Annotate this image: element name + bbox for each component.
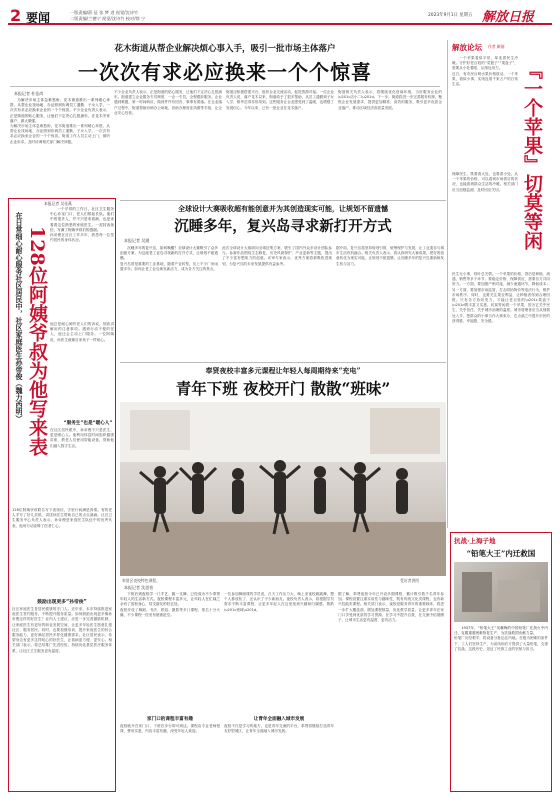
lead-body-col-3: 街道还积极搭建平台，组织企业交流活动，促进资源对接。一位企业负责人说，落户花木以来，街道给予了很多帮助，从员工通勤到子女入学，都考虑得非常周到。这些服务让企业感受到了温暖，也增强了发展信心。今年以来，已有一批企业在花木落户。 — [226, 90, 334, 110]
history-tag: 抗战·上海子地 — [454, 537, 496, 545]
column-body-text: 一个苹果看似平常，却连着民生冷暖。守护好老百姓的“菜篮子”“果盘子”，需要从小处着眼、从细处用力。 — [452, 56, 518, 71]
feature-subhead-2: 鼓励出现更多“孙帝俊” — [37, 600, 87, 605]
story3-body-col-2b: 夜校不仅是学习的地方，也是青年交流的平台。奉贤将继续打造青年友好型城区，让青年全面融入城市发展。 — [224, 724, 334, 734]
lead-rule — [10, 86, 440, 87]
lead-body-col-2: 不少企业负责人表示，正是街道的贴心服务，让他们下定决心扎根浦东。街道建立企业服务专员制度，一企一专员，全程跟踪服务。企业遇到难题，第一时间响应，做到件件有回音、事事有着落。在企业落户过程中，街道帮助协调办公场地，协助办理营业执照等手续，让企业安心经营。 — [114, 90, 222, 115]
photo-caption: 奉贤区夜校特色课程。 — [122, 578, 160, 583]
column-body-a — [452, 56, 518, 168]
story2-title: 沉睡多年，复兴岛寻求新打开方式 — [174, 218, 392, 235]
editors-line-2: 二版责编/兰德宁 视觉/沈诗竹 校对/徐 宁 — [70, 16, 146, 21]
editors-line-1: 一版责编/薛 征 张 梦 进 视觉/沈诗竹 — [70, 10, 139, 15]
story2-body-col-3: 据介绍，复兴岛将坚持规划引领，统筹保护与发展，让工业遗存与城市生活有机融合。相关负责人表示，将认真研究大赛成果，把好的创意转化为现实可能，让规划不留遗憾，让沉睡多年的复兴岛重新焕发生机与活力。 — [336, 246, 444, 266]
lead-title: 一次次有求必应换来一个个惊喜 — [78, 60, 372, 84]
story2-body-col-1 — [120, 246, 218, 358]
photo-credit: 受访者供图 — [400, 578, 419, 583]
history-body-text: 1937年，“铅笔大王”吴羹梅的中国铅笔厂在战火中内迁，克服重重困难恢复生产，为抗战救国贡献力量。 — [454, 626, 548, 636]
story2-kicker: 全球设计大赛吸收超有能创意并为其创造现实可能，让规划不留遗憾 — [178, 204, 388, 213]
filler-text: 复兴岛曾是重要的工业基地，随着产业转型，岛上不少厂房闲置多年。如何让老工业岛焕发新活力，成为各方关注的焦点。 — [120, 261, 218, 271]
feature-intro: 本报记者 吴佳燕 — [44, 201, 72, 206]
section-name: 要闻 — [26, 11, 51, 25]
story3-photo — [120, 402, 446, 576]
story3-body-col-3: 据了解，奉贤夜校今年已开设多期课程，累计吸引数千名青年参加。课程设置注重实用性与趣味性，既有传统文化类课程，也有新兴技能类课程。相关部门表示，夜校是服务青年的重要载体，将进一步扩大覆盖面，增加课程数量，优化教学质量，让更多青年在家门口享受到优质的学习资源，在学习中提升自我，在交流中拓展圈子，让城市生活更有温度、更有活力。 — [338, 592, 444, 623]
column-title: 『一个苹果』切莫等闲 — [521, 60, 543, 250]
story3-body-col-2: 一位参加舞蹈课的学员说，白天工作压力大，晚上来夜校跳跳舞，整个人都放松了，还认识了不少新朋友。夜校负责人表示，将根据学员需求不断丰富课程，让更多年轻人在这里找到兴趣和归属感，散散\u201c班味\u201d。 — [224, 592, 334, 612]
dance-class-photo — [120, 402, 446, 576]
story3-body-col-1b: 夜校就开在家门口，下班后步行即可到达。课程由专业老师授课，费用实惠，内容丰富有趣，深受年轻人欢迎。 — [120, 724, 220, 734]
filler-text: 孙帝俊在社区工作多年，熟悉每一位签约居民的身体状况。 — [50, 233, 114, 243]
history-photo — [454, 562, 548, 622]
feature-body-e: 社区家庭医生是居民健康的守门人。近年来，本市持续推进家庭医生签约服务，不断提升服务质量。如何鼓励出现更多像孙帝俊这样的好医生？业内人士建议，应进一步完善激励机制，让家庭医生有更好的职业发展空间，让更多年轻医生愿意扎根社区、服务居民。同时，也要加强培训，提升家庭医生的综合服务能力，更好满足居民多样化健康需求。社区居民表示，希望身边有更多这样贴心的好医生，让看病更方便、更安心。相关部门表示，将总结推广先进经验，持续优化基层医疗服务体系，让社区卫生服务更有温度。 — [12, 607, 112, 653]
story3-top-rule — [120, 362, 446, 363]
history-photo-graphic — [454, 562, 548, 622]
feature-body-d: 128位阿姨爷叔联名写下表扬信，字里行间满是真情。有的老人手写了好几页纸，讲述孙医生帮助自己的点点滴滴。社区卫生服务中心负责人表示，孙帝俊是家庭医生队伍中的优秀代表，他用行动诠释了医者仁心。 — [12, 508, 112, 528]
history-body — [454, 626, 548, 788]
filler-text: 近日，有市民反映水果价格波动。一个苹果，看似小事，实则连着千家万户的日常生活。 — [452, 71, 518, 87]
column-name: 解放论坛 — [452, 43, 482, 52]
story3-byline: 本报记者 沈思怡 — [124, 585, 154, 590]
header-rule — [8, 23, 552, 25]
lead-body-text: 为解决市场主体急难愁盼，花木街道推出一系列暖心举措，从帮企业找场地、办证照到协调员工通勤、子女入学，一次次有求必应换来企业的一个个惊喜。不少企业负责人表示，正是街道的贴心服务，让他们下定决心扎根浦东，在花木安家落户、做大做强。 — [10, 98, 110, 123]
column-body-c: 民生无小事，枝叶总关情。一个苹果的价格，背后是种植、流通、销售等多个环节。要稳定价格、保障供应，需要各方共同努力。一方面，要加强产销对接，减少流通环节，降低成本；另一方面，要加强市场监管，打击哄抬物价等违法行为，维护市场秩序。同时，也要关注果农利益，让种植者得到合理回报。只有各方协同发力，才能让老百姓的\u201c果盘子\u201d既丰富又实惠。切莫等闲看一个苹果，因为它关乎民生，关乎信任，关乎城市治理的温度。城市管理者应当从细微处入手，把群众的小事当作大事来办，在点滴之中提升市民的获得感、幸福感、安全感。 — [452, 272, 550, 323]
filler-text: 夜校开设了舞蹈、书法、烘焙、摄影等多门课程，报名十分火爆，不少课程一经发布便被抢空。 — [120, 607, 220, 617]
filler-text: 为解决市场主体急难愁盼，花木街道推出一系列暖心举措，从帮企业找场地、办证照到协调员工通勤、子女入学，一次次有求必应换来企业的一个个惊喜。街道工作人员主动上门，倾听企业诉求，及时协调相关部门解决问题。 — [10, 124, 110, 144]
story3-subhead-2: 让青年全面融入城市发展 — [253, 717, 305, 722]
history-title: “铅笔大王”内迁救国 — [466, 549, 536, 558]
story3-kicker: 奉贤夜校丰富多元课程让年轻人每周期待来“充电” — [205, 366, 361, 375]
lead-body-col-1 — [10, 98, 110, 196]
story3-body-text: 下班后到夜校学一门手艺、跳一支舞，已经成为不少奉贤年轻人的生活新方式。夜校课程丰富多元，让年轻人在忙碌之余有了放松身心、结交朋友的好去处。 — [120, 592, 220, 607]
feature-subtitle: 在日常细心耐心服务社区居民中，社区家庭医生孙帝俊（魏力西明） — [15, 212, 23, 422]
feature-body-b: 他总是耐心倾听老人们的诉说，细致讲解用药注意事项。遇到行动不便的老人，他还会主动上门服务。一位阿姨说，孙医生就像自家孩子一样贴心。 — [50, 322, 114, 342]
page-number: 2 — [10, 6, 22, 25]
feature-body-c: 在社区居民眼中，孙帝俊不只是医生，更是暖心人。他利用休息时间组织健康讲座，教老人们使用智能设备，帮助他们融入数字生活。 — [50, 428, 114, 448]
feature-body-text: 一个平常的工作日，社区卫生服务中心诊室门口，老人们排起长队。他们中的很多人，并不只是来看病，也是来看看这位熟悉的家庭医生。一封封表扬信，写满了阿姨爷叔们的感谢。 — [50, 207, 114, 232]
story3-subhead-1: 家门口的课程丰富有趣 — [147, 717, 193, 722]
column-body-b: 保障民生，既要看大处，也要看小处。从一个苹果的价格，可以看到市场供应的状况，也能看到群众生活的冷暖。相关部门应当加强监测，及时回应关切。 — [452, 172, 518, 192]
story2-body-col-2: 此次全球设计大赛面向全球征集方案，吸引了国内外众多设计团队参与。参赛作品围绕生态修复、历史风貌保护、产业更新等主题，提出了不少富有想象力的创意。评审专家表示，优秀方案将被吸收进规划，为复兴岛的未来发展提供有益参考。 — [222, 246, 332, 266]
story2-byline: 本报记者 吴涵 — [124, 238, 150, 243]
newspaper-logo: 解放日报 — [482, 10, 535, 25]
feature-subhead-1: “服务生”也是“暖心人” — [63, 421, 113, 426]
story2-top-rule — [120, 200, 446, 201]
column-meta: 作者 颜刚 — [488, 44, 505, 49]
story2-body-text: 沉睡多年的复兴岛，如何唤醒？全球设计大赛吸引了众多创意方案，为这座老工业岛寻找新的打开方式，让规划不留遗憾。 — [120, 246, 218, 261]
lead-body-col-4: 街道相关负责人表示，将继续优化营商环境，当好服务企业的\u201c店小二\u201d。下一步，街道将进一步完善服务机制，聚焦企业发展需求，提供更加精准、高效的服务，吸引更多优质企业落户，推动区域经济高质量发展。 — [338, 90, 442, 110]
story3-body-col-1 — [120, 592, 220, 712]
lead-byline: 本报记者 杜佳尚 — [14, 91, 44, 96]
feature-title: 128位阿姨爷叔为他写来表 — [26, 226, 48, 456]
issue-date: 2023年9月1日 星期五 — [428, 13, 473, 18]
feature-body-a — [50, 207, 114, 319]
story3-title: 青年下班 夜校开门 散散“班味” — [175, 379, 391, 398]
page-header — [8, 6, 552, 34]
lead-kicker: 花木街道从帮企业解决烦心事入手，吸引一批市场主体落户 — [114, 44, 336, 54]
column-divider — [447, 40, 448, 528]
filler-text: 铅笔厂历经艰辛，将设备分批运往内地。在极为困难的条件下，工人们坚持生产，为前线和后方提供了大量铅笔，支援了抗战。这段历史，见证了民族工业的坚韧与担当。 — [454, 636, 548, 651]
